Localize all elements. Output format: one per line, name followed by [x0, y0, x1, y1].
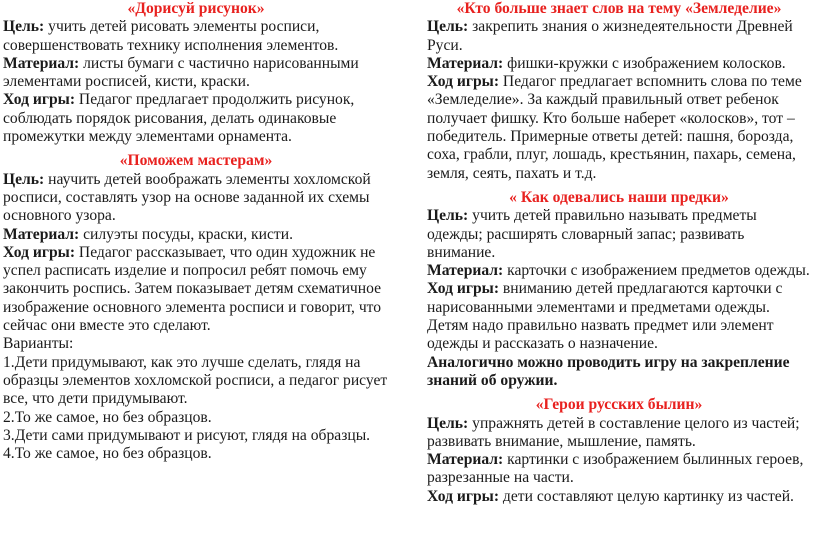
section-title: «Кто больше знает слов на тему «Земледелие»	[456, 0, 782, 17]
goal-label: Цель:	[427, 18, 469, 36]
goal-paragraph	[427, 415, 811, 452]
material-text: силуэты посуды, краски, кисти.	[79, 225, 293, 243]
process-paragraph	[427, 488, 811, 506]
material-label: Материал:	[427, 54, 504, 72]
material-paragraph	[427, 451, 811, 488]
process-paragraph	[3, 244, 389, 335]
process-label: Ход игры:	[427, 73, 500, 91]
process-text: Педагог предлагает вспомнить слова по теме «Земледелие». За каждый правильный ответ ребенок получает фишку. Кто больше наберет «колосков», тот – победитель. Примерные ответы детей: пашня, борозда, соха, грабли, плуг, лошадь, крестьянин, пахарь, семена, земля, сеять, пахать и т.д.	[427, 73, 802, 182]
goal-paragraph	[427, 18, 811, 55]
goal-text: учить детей рисовать элементы росписи, совершенствовать технику исполнения элементов.	[3, 18, 339, 54]
process-text: Педагог рассказывает, что один художник не успел расписать изделие и попросил ребят помочь ему закончить роспись. Затем показывает детям схематичное изображение основного элемента росписи и говорит, что сейчас они вместе это сделают.	[3, 243, 382, 335]
goal-label: Цель:	[427, 414, 469, 432]
game-geroi-bylin	[427, 396, 811, 506]
goal-paragraph	[427, 207, 811, 262]
variant-item: 2.То же самое, но без образцов.	[3, 408, 212, 426]
material-paragraph	[3, 55, 389, 92]
process-label: Ход игры:	[427, 487, 500, 505]
material-paragraph	[3, 226, 389, 244]
game-pomozhem-masteram	[3, 152, 389, 463]
note-paragraph: Аналогично можно проводить игру на закрепление знаний об оружии.	[427, 353, 790, 389]
goal-label: Цель:	[3, 170, 45, 188]
process-label: Ход игры:	[427, 280, 500, 298]
goal-text: учить детей правильно называть предметы одежды; расширять словарный запас; развивать внимание.	[427, 207, 757, 261]
game-zemledelie	[427, 0, 811, 183]
material-paragraph	[427, 55, 811, 73]
material-label: Материал:	[427, 262, 504, 280]
material-text: карточки с изображением предметов одежды.	[503, 262, 810, 280]
process-paragraph	[427, 280, 811, 353]
goal-text: закрепить знания о жизнедеятельности Древней Руси.	[427, 18, 793, 54]
material-label: Материал:	[427, 451, 504, 469]
material-label: Материал:	[3, 225, 80, 243]
game-kak-odevalis-predki	[427, 189, 811, 390]
variant-item: 1.Дети придумывают, как это лучше сделать, глядя на образцы элементов хохломской росписи, а педагог рисует все, что дети придумывают.	[3, 353, 388, 408]
process-text: вниманию детей предлагаются карточки с нарисованными элементами и предметами одежды. Детям надо правильно назвать предмет или элемент одежды и рассказать о назначение.	[427, 280, 783, 353]
variants-label: Варианты:	[3, 335, 74, 353]
process-text: Педагог предлагает продолжить рисунок, соблюдать порядок рисования, делать одинаковые промежутки между элементами орнамента.	[3, 91, 355, 146]
process-paragraph	[427, 73, 811, 183]
material-text: листы бумаги с частично нарисованными элементами росписей, кисти, краски.	[3, 54, 359, 91]
left-column	[3, 0, 389, 463]
section-title: «Герои русских былин»	[535, 396, 703, 414]
process-text: дети составляют целую картинку из частей.	[499, 487, 794, 505]
goal-label: Цель:	[427, 207, 469, 225]
section-title: « Как одевались наши предки»	[509, 188, 729, 206]
variant-item: 3.Дети сами придумывают и рисуют, глядя на образцы.	[3, 426, 371, 444]
goal-paragraph	[3, 18, 389, 55]
goal-label: Цель:	[3, 18, 45, 36]
variant-item: 4.То же самое, но без образцов.	[3, 445, 212, 463]
process-label: Ход игры:	[3, 243, 76, 261]
goal-paragraph	[3, 171, 389, 226]
game-dorisuy-risunok	[3, 0, 389, 146]
goal-text: упражнять детей в составление целого из частей; развивать внимание, мышление, память.	[427, 414, 800, 450]
process-label: Ход игры:	[3, 91, 76, 109]
material-label: Материал:	[3, 54, 80, 72]
material-paragraph	[427, 262, 811, 280]
section-title: «Дорисуй рисунок»	[127, 0, 265, 17]
process-paragraph	[3, 91, 389, 146]
right-column	[427, 0, 811, 506]
goal-text: научить детей воображать элементы хохломской росписи, составлять узор на основе заданной их схемы основного узора.	[3, 170, 371, 225]
section-title: «Поможем мастерам»	[119, 152, 273, 170]
material-text: картинки с изображением былинных героев, разрезанные на части.	[427, 451, 804, 487]
material-text: фишки-кружки с изображением колосков.	[503, 54, 786, 72]
